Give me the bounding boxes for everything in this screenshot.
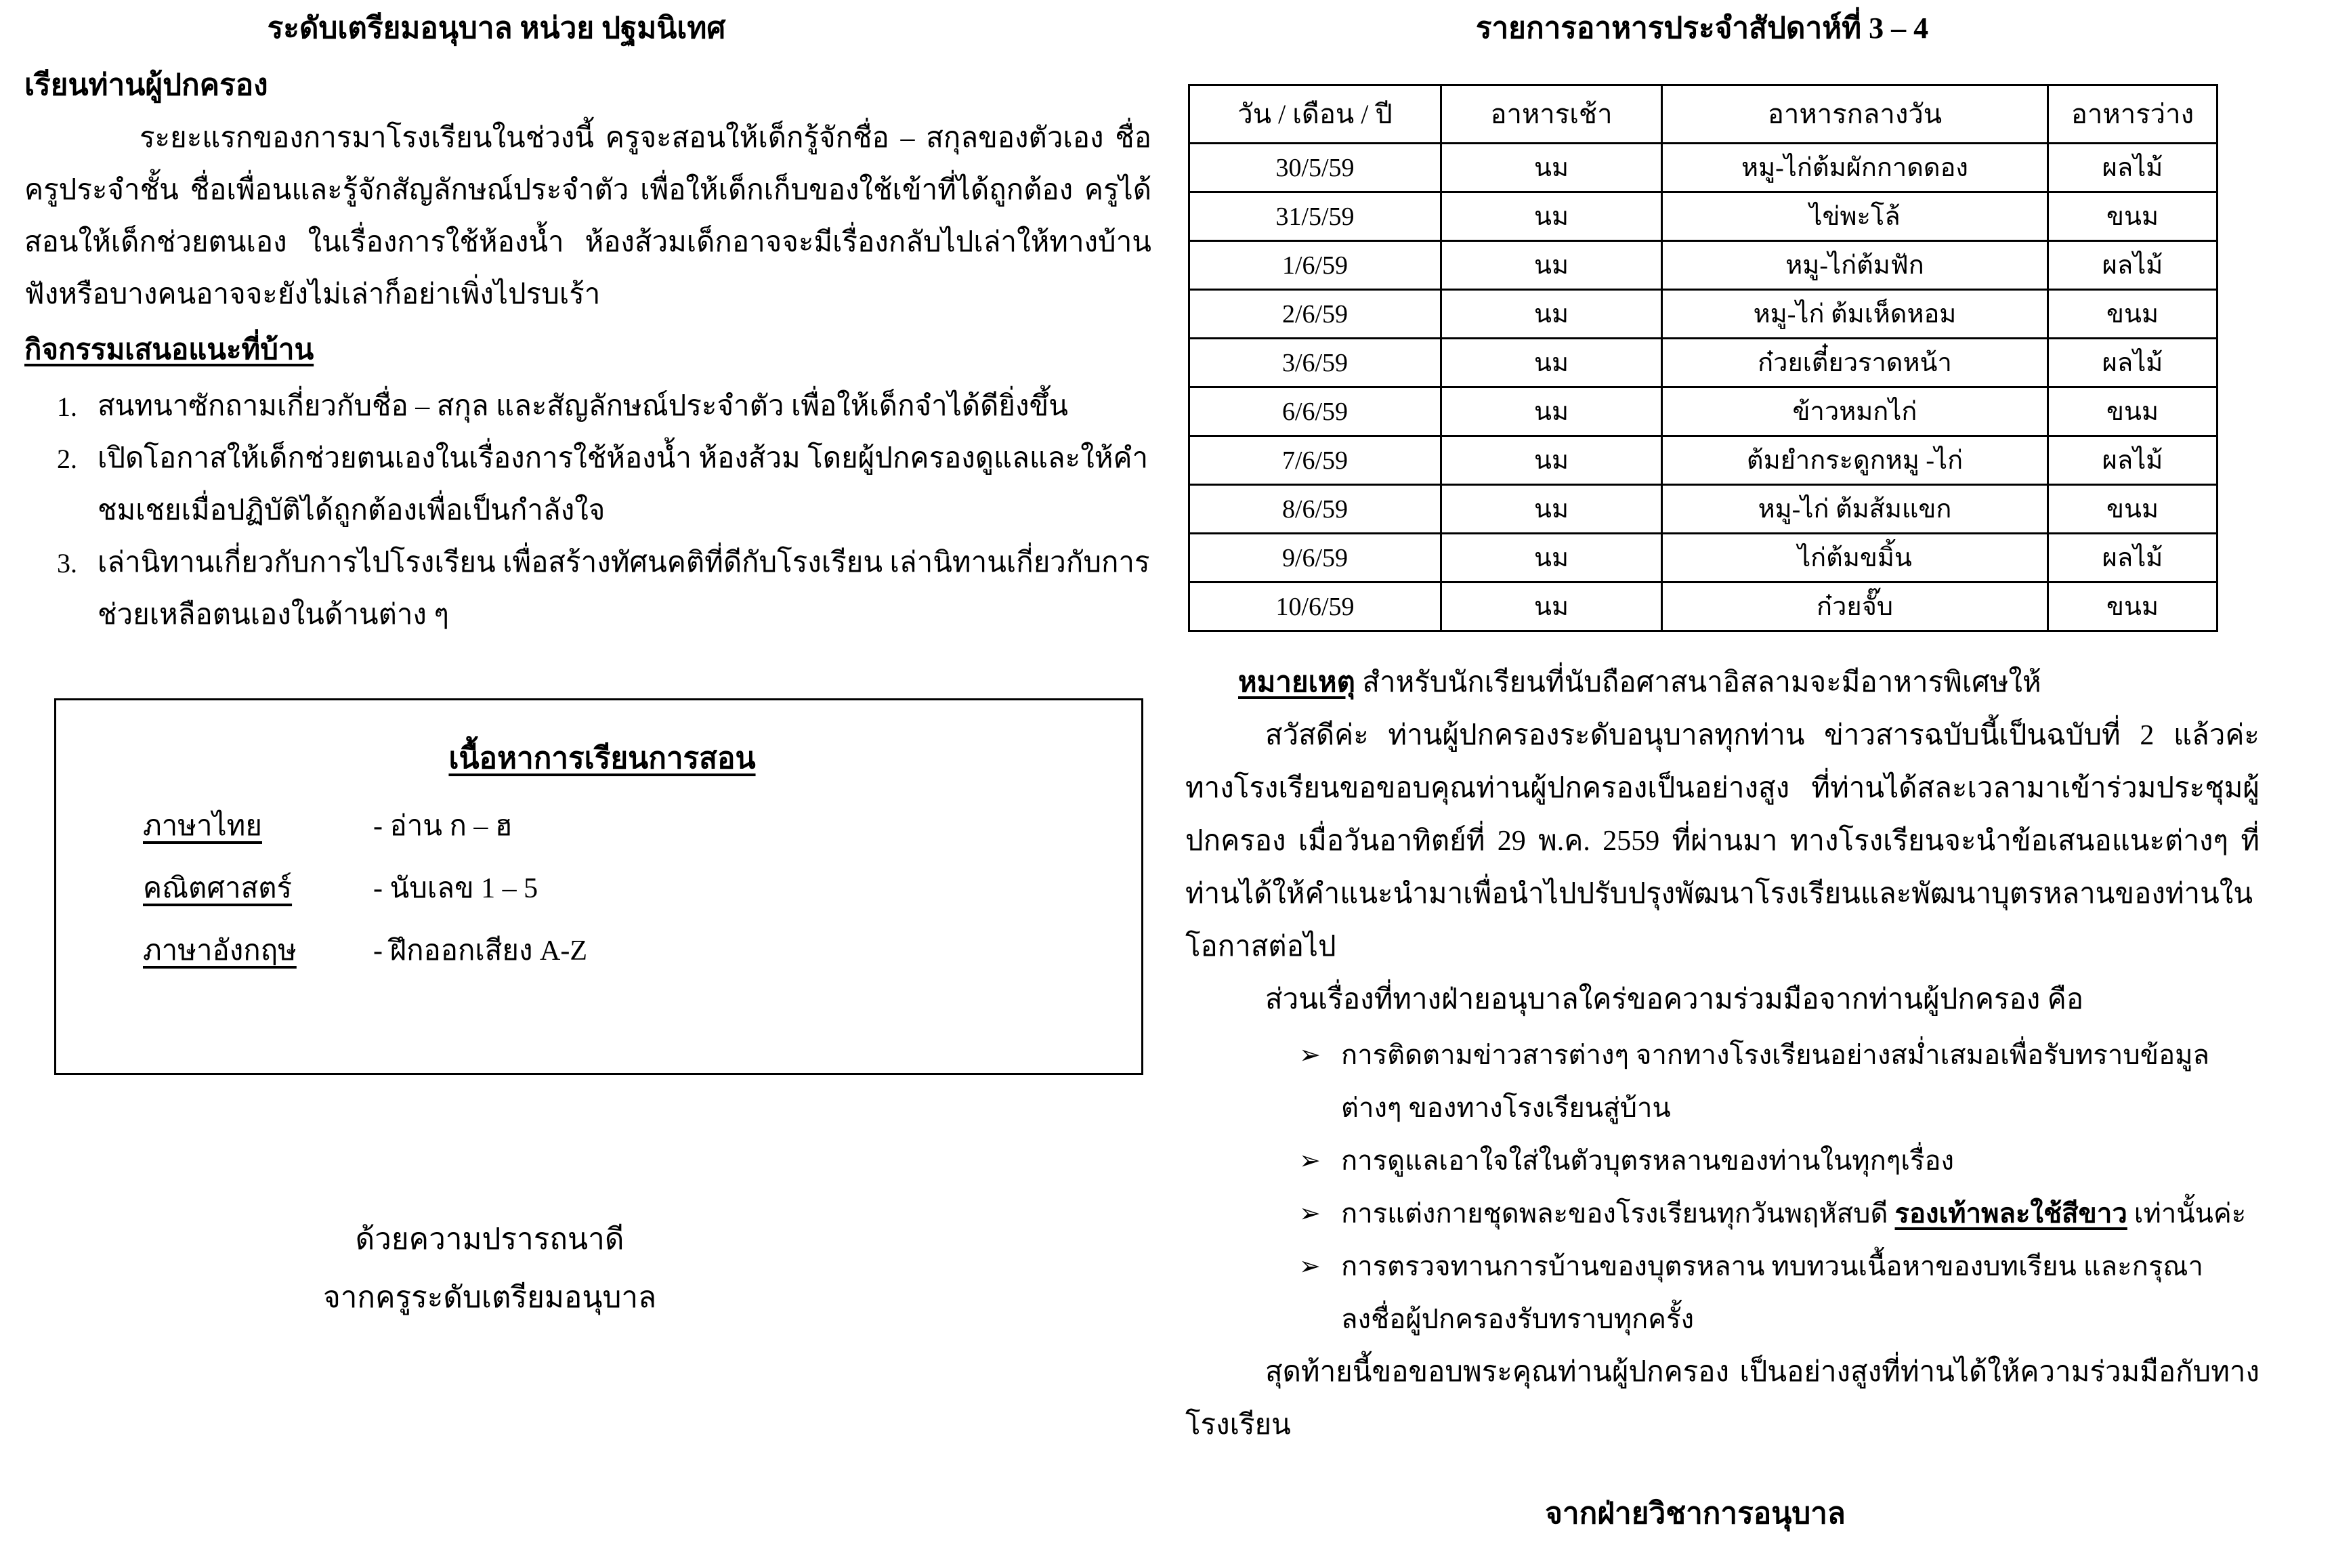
closing-line-2: จากครูระดับเตรียมอนุบาล — [322, 1281, 657, 1314]
cell-date: 9/6/59 — [1189, 534, 1441, 582]
cell-breakfast: นม — [1441, 290, 1662, 339]
list-item — [1185, 1240, 2259, 1346]
table-row — [1189, 582, 2218, 631]
arrow-bullet-icon: ➢ — [1299, 1147, 1321, 1175]
list-item: เปิดโอกาสให้เด็กช่วยตนเองในเรื่องการใช้ห้องน้ำ ห้องส้วม โดยผู้ปกครองดูแลและให้คำชมเชยเมื่อปฏิบัติได้ถูกต้องเพื่อเป็นกำลังใจ — [98, 443, 1149, 526]
list-item — [1185, 1029, 2259, 1135]
table-row — [143, 795, 698, 857]
intro-paragraph: ระยะแรกของการมาโรงเรียนในช่วงนี้ ครูจะสอนให้เด็กรู้จักชื่อ – สกุลของตัวเอง ชื่อครูประจำชั้น ชื่อเพื่อนและรู้จักสัญลักษณ์ประจำตัว เพื่อให้เด็กเก็บของใช้เข้าที่ได้ถูกต้อง ครูได้สอนให้เด็กช่วยตนเอง ในเรื่องการใช้ห้องน้ำ ห้องส้วมเด็กอาจจะมีเรื่องกลับไปเล่าให้ทางบ้านฟังหรือบางคนอาจจะยังไม่เล่าก็อย่าเพิ่งไปรบเร้า — [24, 123, 1151, 310]
cell-breakfast: นม — [1441, 582, 1662, 631]
arrow-bullet-icon: ➢ — [1299, 1041, 1321, 1069]
cell-date: 30/5/59 — [1189, 144, 1441, 192]
activities-heading: กิจกรรมเสนอแนะที่บ้าน — [24, 335, 314, 366]
arrow-bullet-icon: ➢ — [1299, 1252, 1321, 1281]
subjects-table — [143, 795, 698, 982]
cell-lunch: ต้มยำกระดูกหมู -ไก่ — [1662, 436, 2048, 485]
cell-breakfast: นม — [1441, 387, 1662, 436]
table-row — [1189, 534, 2218, 582]
cell-lunch: ข้าวหมกไก่ — [1662, 387, 2048, 436]
note-block — [1185, 656, 2259, 709]
request-bullet-list — [1185, 1029, 2259, 1346]
cell-breakfast: นม — [1441, 534, 1662, 582]
table-row — [1189, 436, 2218, 485]
cell-lunch: หมู-ไก่ต้มผักกาดดอง — [1662, 144, 2048, 192]
body-paragraph: สวัสดีค่ะ ท่านผู้ปกครองระดับอนุบาลทุกท่าน ข่าวสารฉบับนี้เป็นฉบับที่ 2 แล้วค่ะ ทางโรงเรียนขอขอบคุณท่านผู้ปกครองเป็นอย่างสูง ที่ท่านได้สละเวลามาเข้าร่วมประชุมผู้ปกครอง เมื่อวันอาทิตย์ที่ 29 พ.ค. 2559 ที่ผ่านมา ทางโรงเรียนจะนำข้อเสนอแนะต่างๆ ที่ท่านได้ให้คำแนะนำมาเพื่อนำไปปรับปรุงพัฒนาโรงเรียนและพัฒนาบุตรหลานของท่านในโอกาสต่อไป — [1185, 720, 2259, 962]
note-text: สำหรับนักเรียนที่นับถือศาสนาอิสลามจะมีอาหารพิเศษให้ — [1355, 667, 2041, 698]
bullet-text: การติดตามข่าวสารต่างๆ จากทางโรงเรียนอย่างสม่ำเสมอเพื่อรับทราบข้อมูล ต่างๆ ของทางโรงเรียนสู่บ้าน — [1341, 1040, 2209, 1123]
note-line — [1185, 656, 2259, 709]
cell-date: 6/6/59 — [1189, 387, 1441, 436]
table-row — [1189, 485, 2218, 534]
subject-detail: - อ่าน ก – ฮ — [373, 811, 513, 842]
cell-date: 7/6/59 — [1189, 436, 1441, 485]
subject-name: ภาษาไทย — [143, 811, 262, 842]
bullet-text: การตรวจทานการบ้านของบุตรหลาน ทบทวนเนื้อหาของบทเรียน และกรุณาลงชื่อผู้ปกครองรับทราบทุกครั้ง — [1341, 1251, 2203, 1334]
bullet-text-after: เท่านั้นค่ะ — [2127, 1198, 2247, 1229]
bullet-text: การดูแลเอาใจใส่ในตัวบุตรหลานของท่านในทุกๆเรื่อง — [1341, 1145, 1955, 1176]
list-item — [1185, 1135, 2259, 1187]
arrow-bullet-icon: ➢ — [1299, 1200, 1321, 1228]
cell-breakfast: นม — [1441, 144, 1662, 192]
cell-snack: ขนม — [2048, 192, 2218, 241]
left-page-title: ระดับเตรียมอนุบาล หน่วย ปฐมนิเทศ — [267, 12, 726, 45]
cell-date: 1/6/59 — [1189, 241, 1441, 290]
cell-lunch: ก๋วยเตี๋ยวราดหน้า — [1662, 339, 2048, 387]
table-row — [1189, 387, 2218, 436]
cell-lunch: ไข่พะโล้ — [1662, 192, 2048, 241]
table-row — [143, 857, 698, 920]
curriculum-box-title: เนื้อหาการเรียนการสอน — [448, 742, 756, 775]
request-intro: ส่วนเรื่องที่ทางฝ่ายอนุบาลใคร่ขอความร่วมมือจากท่านผู้ปกครอง คือ — [1265, 984, 2084, 1015]
cell-snack: ผลไม้ — [2048, 339, 2218, 387]
table-row — [1189, 192, 2218, 241]
cell-snack: ผลไม้ — [2048, 436, 2218, 485]
cell-snack: ขนม — [2048, 290, 2218, 339]
cell-date: 31/5/59 — [1189, 192, 1441, 241]
table-row — [1189, 241, 2218, 290]
right-page-title: รายการอาหารประจำสัปดาห์ที่ 3 – 4 — [1475, 12, 1929, 45]
note-label: หมายเหตุ — [1238, 667, 1355, 698]
cell-breakfast: นม — [1441, 192, 1662, 241]
subject-name: ภาษาอังกฤษ — [143, 935, 297, 967]
cell-lunch: ก๋วยจั๊บ — [1662, 582, 2048, 631]
cell-snack: ผลไม้ — [2048, 144, 2218, 192]
cell-breakfast: นม — [1441, 436, 1662, 485]
cell-date: 10/6/59 — [1189, 582, 1441, 631]
cell-breakfast: นม — [1441, 241, 1662, 290]
salutation: เรียนท่านผู้ปกครอง — [24, 68, 268, 102]
left-closing-block — [24, 1210, 1151, 1327]
closing-line-1: ด้วยความปรารถนาดี — [355, 1223, 624, 1256]
bullet-emphasis: รองเท้าพละใช้สีขาว — [1894, 1198, 2127, 1229]
cell-snack: ขนม — [2048, 387, 2218, 436]
cell-snack: ขนม — [2048, 485, 2218, 534]
column-header-date: วัน / เดือน / ปี — [1189, 85, 1441, 144]
column-header-lunch: อาหารกลางวัน — [1662, 85, 2048, 144]
cell-breakfast: นม — [1441, 339, 1662, 387]
bullet-text: การแต่งกายชุดพละของโรงเรียนทุกวันพฤหัสบดี — [1341, 1198, 1895, 1229]
closing-paragraph: สุดท้ายนี้ขอขอบพระคุณท่านผู้ปกครอง เป็นอย่างสูงที่ท่านได้ให้ความร่วมมือกับทางโรงเรียน — [1185, 1357, 2259, 1441]
cell-date: 3/6/59 — [1189, 339, 1441, 387]
subject-name-cell — [143, 795, 373, 857]
cell-lunch: ไก่ต้มขมิ้น — [1662, 534, 2048, 582]
cell-snack: ขนม — [2048, 582, 2218, 631]
list-item — [1185, 1187, 2259, 1240]
column-header-snack: อาหารว่าง — [2048, 85, 2218, 144]
cell-breakfast: นม — [1441, 485, 1662, 534]
cell-snack: ผลไม้ — [2048, 534, 2218, 582]
cell-date: 2/6/59 — [1189, 290, 1441, 339]
subject-name-cell — [143, 920, 373, 982]
table-row — [143, 920, 698, 982]
cell-date: 8/6/59 — [1189, 485, 1441, 534]
cell-snack: ผลไม้ — [2048, 241, 2218, 290]
cell-lunch: หมู-ไก่ต้มฟัก — [1662, 241, 2048, 290]
weekly-menu-table — [1188, 84, 2218, 632]
table-header-row — [1189, 85, 2218, 144]
subject-name-cell — [143, 857, 373, 920]
table-row — [1189, 290, 2218, 339]
column-header-breakfast: อาหารเช้า — [1441, 85, 1662, 144]
list-item: เล่านิทานเกี่ยวกับการไปโรงเรียน เพื่อสร้างทัศนคติที่ดีกับโรงเรียน เล่านิทานเกี่ยวกับการช่วยเหลือตนเองในด้านต่าง ๆ — [98, 547, 1150, 631]
list-item: สนทนาซักถามเกี่ยวกับชื่อ – สกุล และสัญลักษณ์ประจำตัว เพื่อให้เด็กจำได้ดียิ่งขึ้น — [98, 391, 1068, 422]
subject-name: คณิตศาสตร์ — [143, 873, 293, 904]
subject-detail: - นับเลข 1 – 5 — [373, 873, 538, 904]
signature: จากฝ่ายวิชาการอนุบาล — [1545, 1497, 1846, 1530]
activities-list — [24, 381, 1151, 641]
subject-detail: - ฝึกออกเสียง A-Z — [373, 935, 587, 967]
cell-lunch: หมู-ไก่ ต้มส้มแขก — [1662, 485, 2048, 534]
curriculum-box — [54, 698, 1143, 1075]
table-row — [1189, 339, 2218, 387]
cell-lunch: หมู-ไก่ ต้มเห็ดหอม — [1662, 290, 2048, 339]
table-row — [1189, 144, 2218, 192]
right-column — [1179, 0, 2334, 1568]
